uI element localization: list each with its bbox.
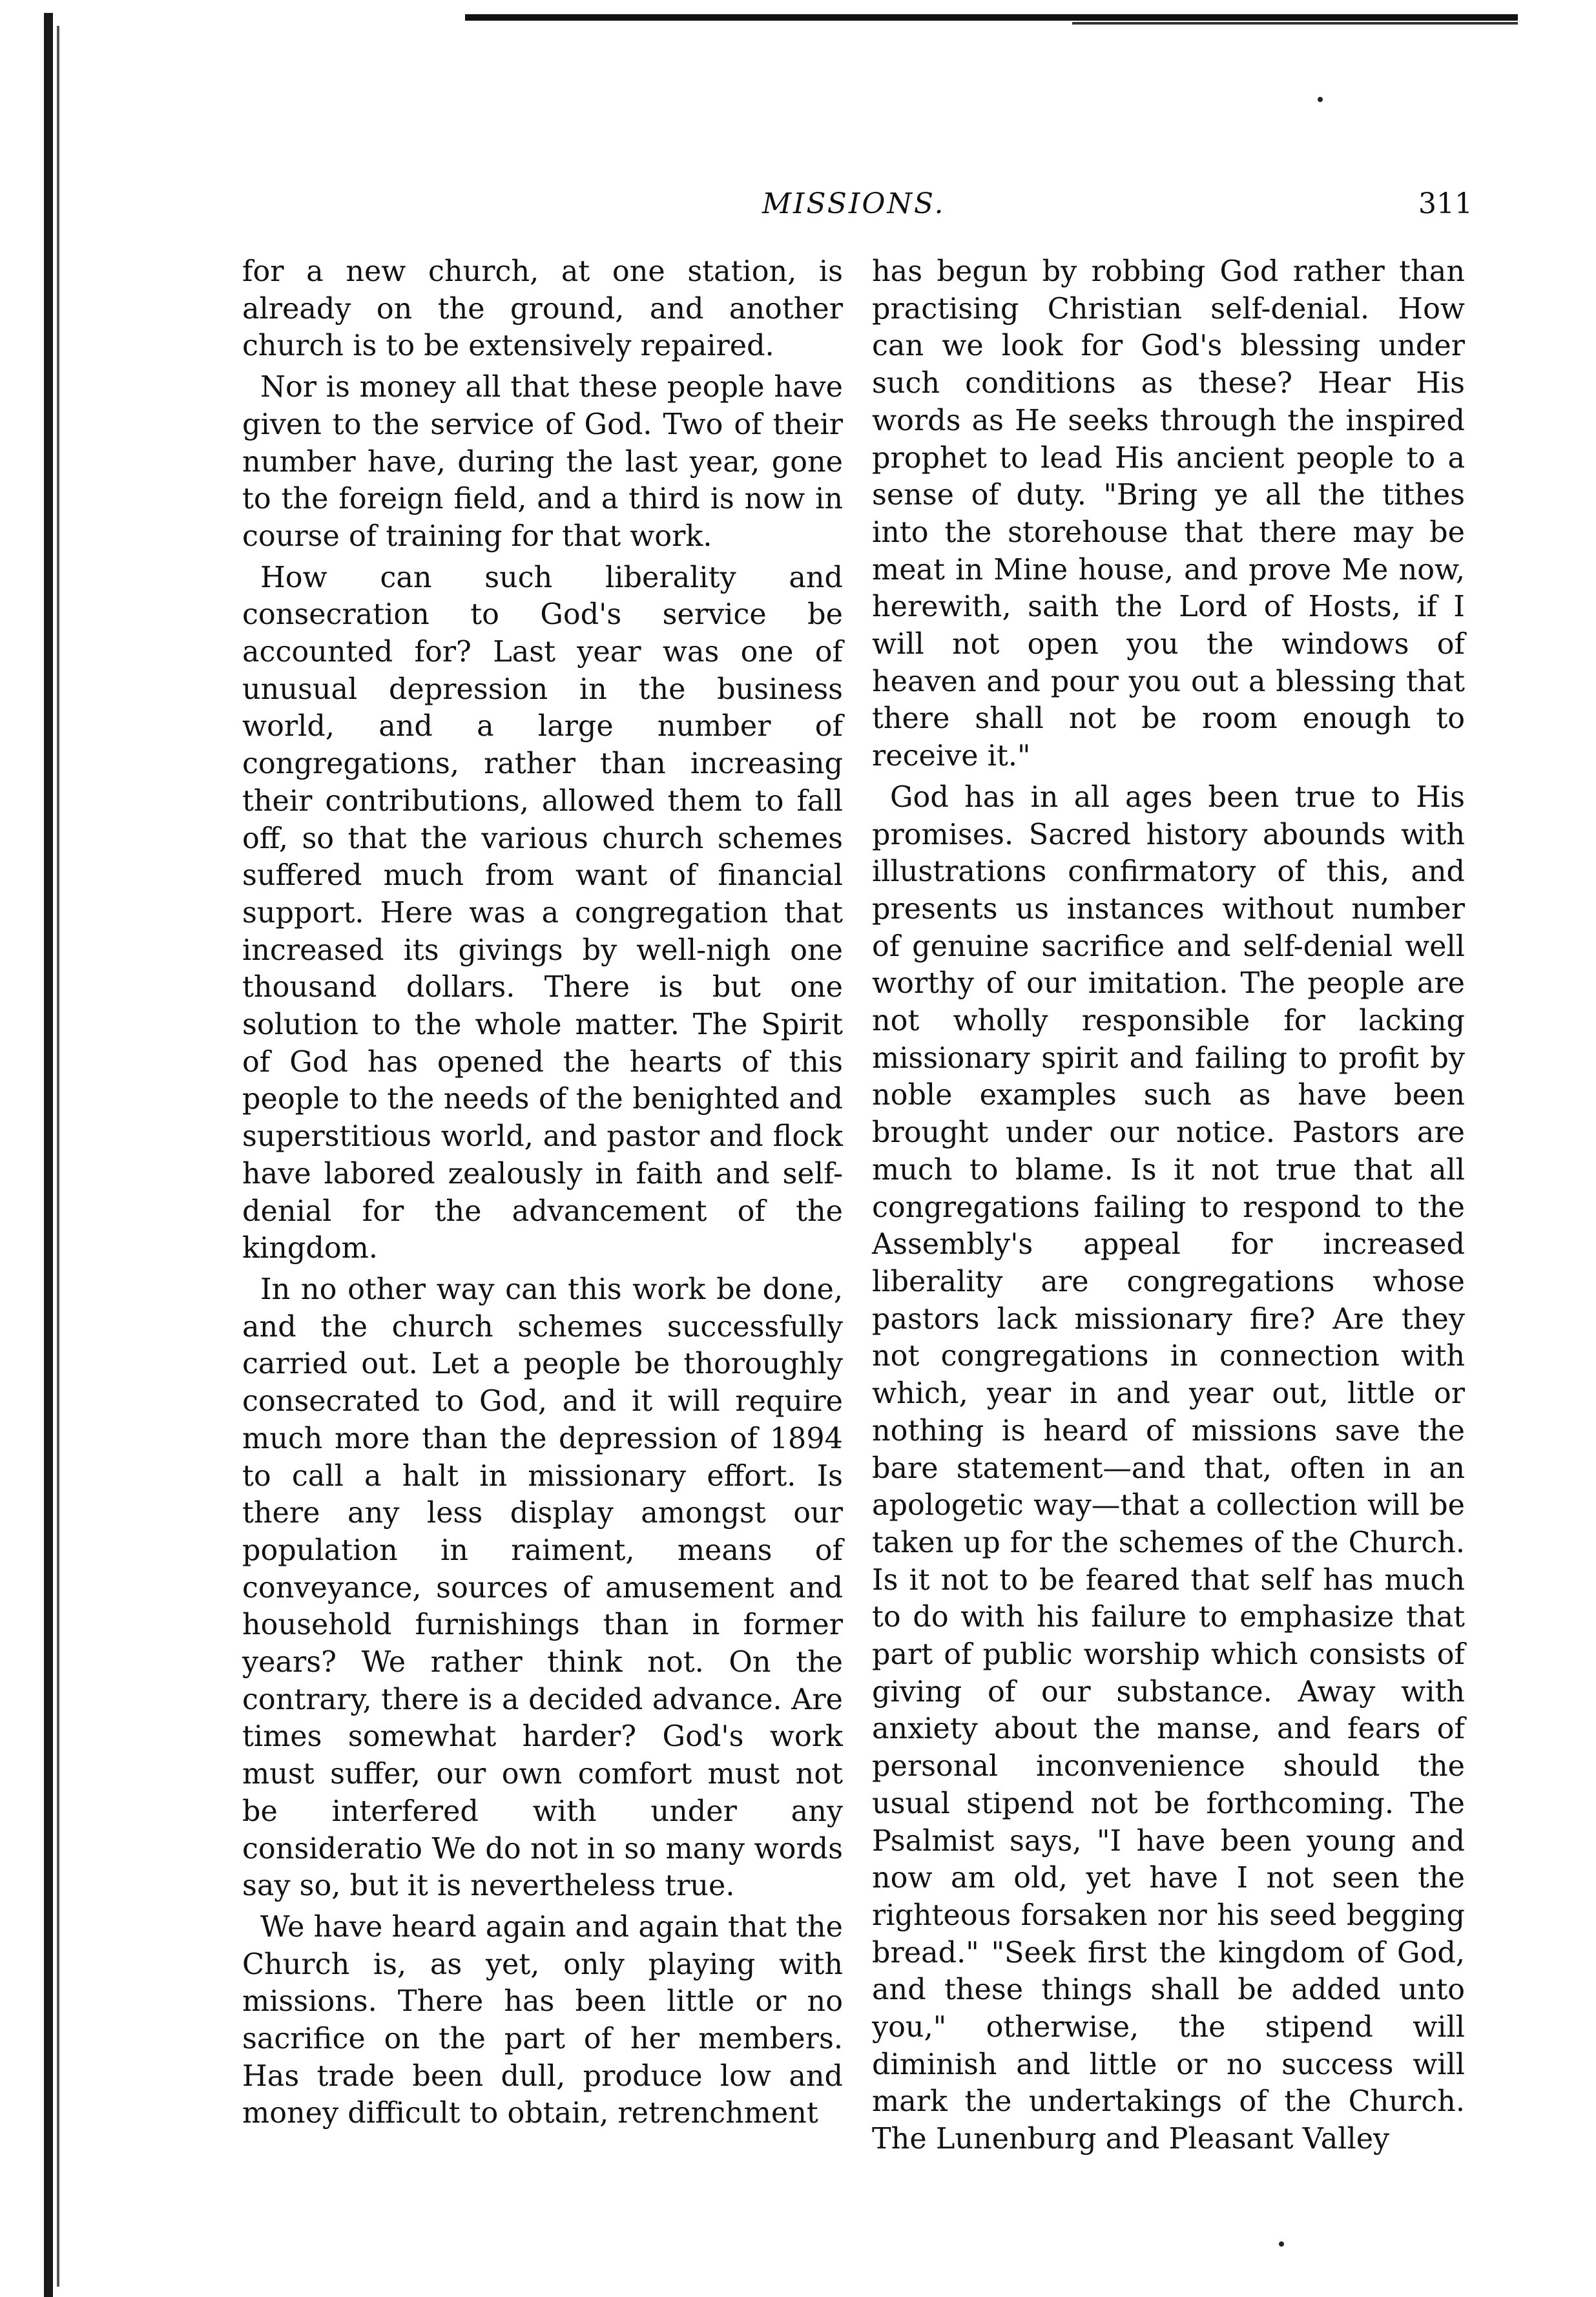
scan-speck	[1279, 2241, 1284, 2247]
paragraph: How can such liberality and consecration to God's service be accounted for? Last year was one of unusual depression in the business world, and a large number of congregations, rather than increasing their contributions, allowed them to fall off, so that the various church schemes suffered much from want of financial support. Here was a congregation that increased its givings by well-nigh one thousand dollars. There is but one solution to the whole matter. The Spirit of God has opened the hearts of this people to the needs of the benighted and superstitious world, and pastor and flock have labored zealously in faith and self-denial for the advancement of the kingdom.	[242, 561, 843, 1265]
scan-speck	[1318, 97, 1323, 102]
paragraph: Nor is money all that these people have given to the service of God. Two of their number have, during the last year, gone to the foreign field, and a third is now in course of training for that work.	[242, 371, 843, 553]
running-title: MISSIONS.	[762, 187, 946, 220]
paragraph: God has in all ages been true to His promises. Sacred history abounds with illustrations confirmatory of this, and presents us instances without number of genuine sacrifice and self-denial well worthy of our imitation. The people are not wholly responsible for lacking missionary spirit and failing to profit by noble examples such as have been brought under our notice. Pastors are much to blame. Is it not true that all congregations failing to respond to the Assembly's appeal for increased liberality are congregations whose pastors lack missionary fire? Are they not congregations in connection with which, year in and year out, little or nothing is heard of missions save the bare statement—and that, often in an apologetic way—that a collection will be taken up for the schemes of the Church. Is it not to be feared that self has much to do with his failure to emphasize that part of public worship which consists of giving of our substance. Away with anxiety about the manse, and fears of personal inconvenience should the usual stipend not be forthcoming. The Psalmist says, "I have been young and now am old, yet have I not seen the righteous forsaken nor his seed begging bread." "Seek first the kingdom of God, and these things shall be added unto you," otherwise, the stipend will diminish and little or no success will mark the undertakings of the Church. The Lunenburg and Pleasant Valley	[872, 780, 1465, 2156]
page-binding-shadow	[57, 26, 59, 2287]
page-number: 311	[1418, 187, 1473, 220]
page-header	[233, 187, 1473, 226]
top-edge-rule-secondary	[1072, 22, 1518, 25]
page-binding-edge	[44, 13, 53, 2297]
paragraph: has begun by robbing God rather than practising Christian self-denial. How can we look for God's blessing under such conditions as these? Hear His words as He seeks through the inspired prophet to lead His ancient people to a sense of duty. "Bring ye all the tithes into the storehouse that there may be meat in Mine house, and prove Me now, herewith, saith the Lord of Hosts, if I will not open you the windows of heaven and pour you out a blessing that there shall not be room enough to receive it."	[872, 255, 1465, 773]
paragraph: In no other way can this work be done, and the church schemes successfully carried out. Let a people be thoroughly consecrated to God, and it will require much more than the depression of 1894 to call a halt in missionary effort. Is there any less display amongst our population in raiment, means of conveyance, sources of amusement and household furnishings than in former years? We rather think not. On the contrary, there is a decided advance. Are times somewhat harder? God's work must suffer, our own comfort must not be interfered with under any consideratio We do not in so many words say so, but it is nevertheless true.	[242, 1273, 843, 1903]
paragraph: We have heard again and again that the Church is, as yet, only playing with missions. There has been little or no sacrifice on the part of her members. Has trade been dull, produce low and money difficult to obtain, retrenchment	[242, 1910, 843, 2130]
right-text-column	[872, 253, 1465, 2158]
left-text-column	[242, 253, 843, 2132]
top-edge-rule	[465, 14, 1518, 21]
paragraph: for a new church, at one station, is already on the ground, and another church is to be extensively repaired.	[242, 255, 843, 363]
